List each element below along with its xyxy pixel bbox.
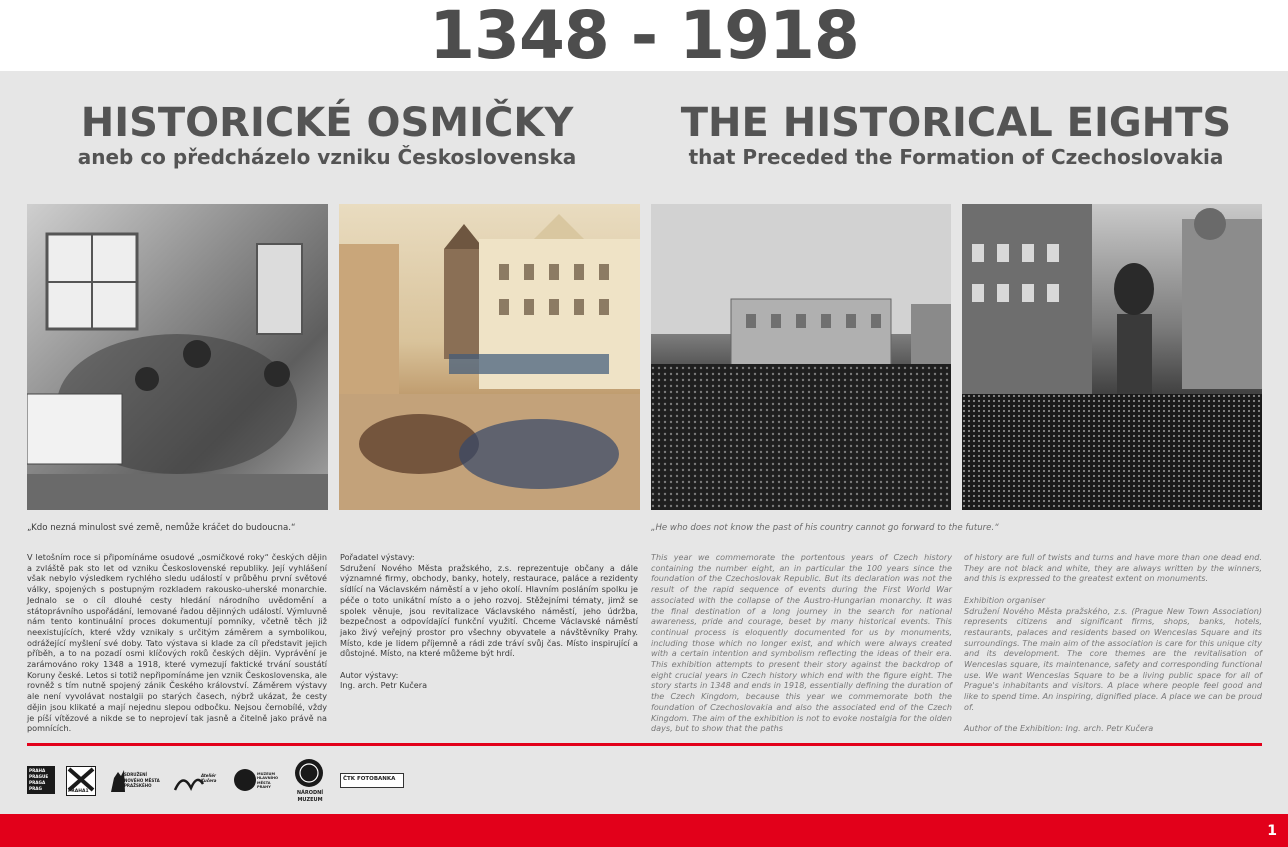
author-name-cz: Ing. arch. Petr Kučera [340,680,428,691]
red-divider [27,743,1262,746]
praha-logo [27,766,55,798]
english-intro-continuation: of history are full of twists and turns and have more than one dead end. They are not black and white, they are always written by the winners, and this is expressed to the greatest extent on monuments. [964,552,1262,584]
author-line-en: Author of the Exhibition: Ing. arch. Petr Kučera [964,723,1154,734]
wenceslas-square-crowd-photo-image [962,204,1262,510]
year-range-title: 1348 - 1918 [429,0,859,74]
sdruzeni-logo [108,764,160,798]
defenestration-engraving-image [27,204,328,510]
author-label-cz: Autor výstavy: [340,669,399,680]
atelier-logo [173,770,225,796]
czech-quote: „Kdo nezná minulost své země, nemůže kráčet do budoucna.“ [27,523,296,533]
ctk-logo-text: ČTK FOTOBANKA [343,776,396,782]
atelier-logo-text: Ateliér Kučera [201,773,217,783]
narodni-muzeum-logo [294,758,324,803]
czech-heading [27,98,627,170]
english-intro-text: This year we commemorate the portentous years of Czech history containing the number eight, an in particular the 100 years since the foundation of the Czechoslovak Republic. But its declaration was not the result of the rapid sequence of events during the First World War associated with the collapse of the Austro-Hungarian monarchy. It was the final destination of a long journey in the search for national awareness, pride and courage, beset by many historical events. This continual process is eloquently documented for us by monuments, including those which no longer exist, and which were always created with a certain intention and symbolism reflecting the ideas of their era. This exhibition attempts to present their story against the backdrop of eight crucial years in Czech history which end with the figure eight. The story starts in 1348 and ends in 1918, essentially defining the duration of the Czech Kingdom, because this year we commemorate both the foundation of Czechoslovakia and also the associated end of the Czech Kingdom. The aim of the exhibition is not to evoke nostalgia for the olden days, but to show that the paths [651,552,952,734]
czech-intro-column [27,552,327,734]
praha1-logo [66,766,96,800]
muzeum-prahy-logo-text: MUZEUM HLAVNÍHO MĚSTA PRAHY [257,772,279,790]
prague-street-battle-painting-image [339,204,640,510]
english-heading [650,98,1262,170]
english-organiser-column [964,552,1262,734]
sdruzeni-logo-text: SDRUŽENÍ NOVÉHO MĚSTA PRAŽSKÉHO [124,772,160,788]
czech-subtitle: aneb co předcházelo vzniku Československa [77,145,577,169]
praha-logo-text: PRAHA PRAGUE PRAGA PRAG [29,768,49,791]
czech-title: HISTORICKÉ OSMIČKY [80,100,574,146]
muzeum-prahy-logo [233,768,279,796]
english-title: THE HISTORICAL EIGHTS [680,100,1232,146]
crowd-square-1918-photo-image [651,204,951,510]
praha1-logo-text: PRAHA1 [68,789,89,794]
narodni-muzeum-logo-text: NÁRODNÍ MUZEUM [296,790,324,803]
english-subtitle: that Preceded the Formation of Czechoslovakia [688,145,1224,169]
organiser-text-en: Sdružení Nového Města pražského, z.s. (Prague New Town Association) represents citizens and significant firms, shops, banks, hotels, restaurants, palaces and residents based on Wenceslas Square and its surroundings. The main aim of the association is care for this unique city and its development. The core themes are the revitalisation of Wenceslas square, its maintenance, safety and corresponding functional use. We want Wenceslas Square to be a living public space for all of Prague's inhabitants and visitors. A place where people feel good and like to spend time. An inspiring, dignified place. A place we can be proud of. [964,605,1262,712]
organiser-text-cz: Sdružení Nového Města pražského, z.s. reprezentuje občany a dále významné firmy, obchody, banky, hotely, restaurace, paláce a rezidenty sídlící na Václavském náměstí a v jeho okolí. Hlavním posláním spolku je péče o toto unikátní místo a o jeho rozvoj. Stěžejními tématy, jimž se spolek věnuje, jsou revitalizace Václavského náměstí, jeho údržba, bezpečnost a odpovídající funkční využití. Chceme Václavské náměstí jako živý veřejný prostor pro všechny obyvatele a návštěvníky Prahy. Místo, kde je lidem příjemně a rádi zde tráví svůj čas. Místo inspirující a důstojné. Místo, na které můžeme být hrdí. [340,562,638,659]
english-quote: „He who does not know the past of his country cannot go forward to the future.“ [651,523,999,533]
czech-intro-text: V letošním roce si připomínáme osudové „osmičkové roky“ českých dějin a zvláště pak sto let od vzniku Československé republiky. Její vyhlášení však nebylo výsledkem rychlého sledu událostí v průběhu první světové války, spojených s postupným rozkladem rakousko-uherské monarchie. Jednalo se o cíl dlouhé cesty hledání národního uvědomění a státoprávního uspořádání, lemované řadou dějinných událostí. Výmluvně nám tento kontinuální proces dokumentují pomníky, včetně těch již neexistujících, které vždy vznikaly s určitým záměrem a symbolikou, odrážející myšlení své doby. Tato výstava si klade za cíl představit jejich příběh, a to na pozadí osmi klíčových roků českých dějin. Vyprávění je zarámováno roky 1348 a 1918, které vymezují faktické trvání soustátí Koruny české. Letos si totiž nepřipomínáme jen vznik Československa, ale rovněž s tím nutně spojený zánik Českého království. Záměrem výstavy ale není vyvolávat nostalgii po starých časech, nýbrž ukázat, že cesty dějin jsou klikaté a mají nejednu slepou odbočku. Nejsou černobílé, vždy je píší vítězové a nikde se to neprojeví tak jasně a čitelně jako právě na pomnících. [27,552,327,734]
footer-bar [0,814,1288,847]
page-number: 1 [1267,823,1277,839]
organiser-label-cz: Pořadatel výstavy: [340,552,415,562]
czech-organiser-column [340,552,638,691]
organiser-label-en: Exhibition organiser [964,594,1046,605]
english-intro-column [651,552,952,734]
ctk-fotobanka-logo [340,773,404,788]
